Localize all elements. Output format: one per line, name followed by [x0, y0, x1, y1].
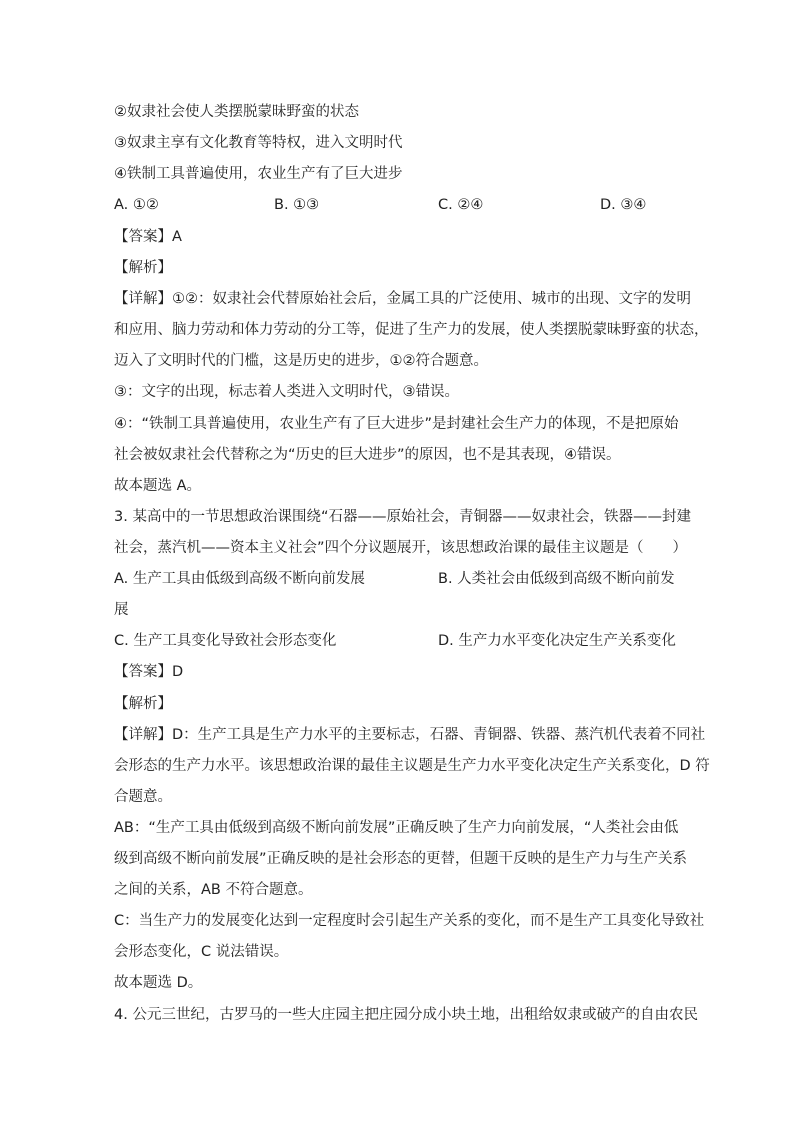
q3-stem-line: 社会，蒸汽机——资本主义社会”四个分议题展开，该思想政治课的最佳主议题是（ ）: [114, 540, 688, 556]
q3-options-row-1: [114, 569, 684, 589]
statement-4: ④铁制工具普遍使用，农业生产有了巨大进步: [114, 166, 403, 182]
q3-options-row-2: [114, 631, 684, 651]
q2-option-a: A. ①②: [114, 197, 159, 213]
q3-option-b-wrap: 展: [114, 602, 129, 618]
q3-detail-line: 【详解】D：生产工具是生产力水平的主要标志，石器、青铜器、铁器、蒸汽机代表着不同社: [114, 727, 706, 743]
q2-answer: 【答案】A: [114, 229, 182, 245]
q3-detail-line: C：当生产力的发展变化达到一定程度时会引起生产关系的变化，而不是生产工具变化导致社: [114, 913, 705, 929]
q3-option-b: B. 人类社会由低级到高级不断向前发: [438, 571, 675, 587]
q2-detail-line: ④：“铁制工具普遍使用，农业生产有了巨大进步”是封建社会生产力的体现，不是把原始: [114, 416, 679, 432]
q3-conclusion: 故本题选 D。: [114, 975, 203, 991]
q3-detail-line: 会形态变化，C 说法错误。: [114, 944, 289, 960]
q3-option-a: A. 生产工具由低级到高级不断向前发展: [114, 571, 365, 587]
statement-2: ②奴隶社会使人类摆脱蒙昧野蛮的状态: [114, 104, 359, 120]
q3-detail-line: 之间的关系，AB 不符合题意。: [114, 882, 313, 898]
q2-option-c: C. ②④: [438, 197, 484, 213]
q2-detail-line: ③：文字的出现，标志着人类进入文明时代，③错误。: [114, 384, 459, 400]
q2-conclusion: 故本题选 A。: [114, 478, 202, 494]
q3-detail-line: 级到高级不断向前发展”正确反映的是社会形态的更替，但题干反映的是生产力与生产关系: [114, 851, 688, 867]
statement-3: ③奴隶主享有文化教育等特权，进入文明时代: [114, 135, 403, 151]
q2-detail-line: 和应用、脑力劳动和体力劳动的分工等，促进了生产力的发展，使人类摆脱蒙昧野蛮的状态，: [114, 322, 709, 338]
q3-option-d: D. 生产力水平变化决定生产关系变化: [438, 633, 676, 649]
q3-stem-line: 3. 某高中的一节思想政治课围绕“石器——原始社会，青铜器——奴隶社会，铁器——封建: [114, 509, 691, 525]
q3-option-c: C. 生产工具变化导致社会形态变化: [114, 633, 337, 649]
q2-detail-line: 【详解】①②：奴隶社会代替原始社会后，金属工具的广泛使用、城市的出现、文字的发明: [114, 291, 691, 307]
q3-analysis-heading: 【解析】: [114, 696, 172, 712]
q2-options: [114, 195, 684, 215]
q2-analysis-heading: 【解析】: [114, 260, 172, 276]
q3-detail-line: 会形态的生产力水平。该思想政治课的最佳主议题是生产力水平变化决定生产关系变化，D 符: [114, 758, 710, 774]
q2-option-d: D. ③④: [600, 197, 647, 213]
q2-detail-line: 迈入了文明时代的门槛，这是历史的进步，①②符合题意。: [114, 353, 488, 369]
q3-answer: 【答案】D: [114, 664, 184, 680]
q4-stem-line: 4. 公元三世纪，古罗马的一些大庄园主把庄园分成小块土地，出租给奴隶或破产的自由农民: [114, 1007, 698, 1023]
q3-detail-line: 合题意。: [114, 789, 172, 805]
q2-detail-line: 社会被奴隶社会代替称之为“历史的巨大进步”的原因，也不是其表现，④错误。: [114, 447, 621, 463]
q2-option-b: B. ①③: [274, 197, 320, 213]
q3-detail-line: AB：“生产工具由低级到高级不断向前发展”正确反映了生产力向前发展，“人类社会由低: [114, 820, 679, 836]
